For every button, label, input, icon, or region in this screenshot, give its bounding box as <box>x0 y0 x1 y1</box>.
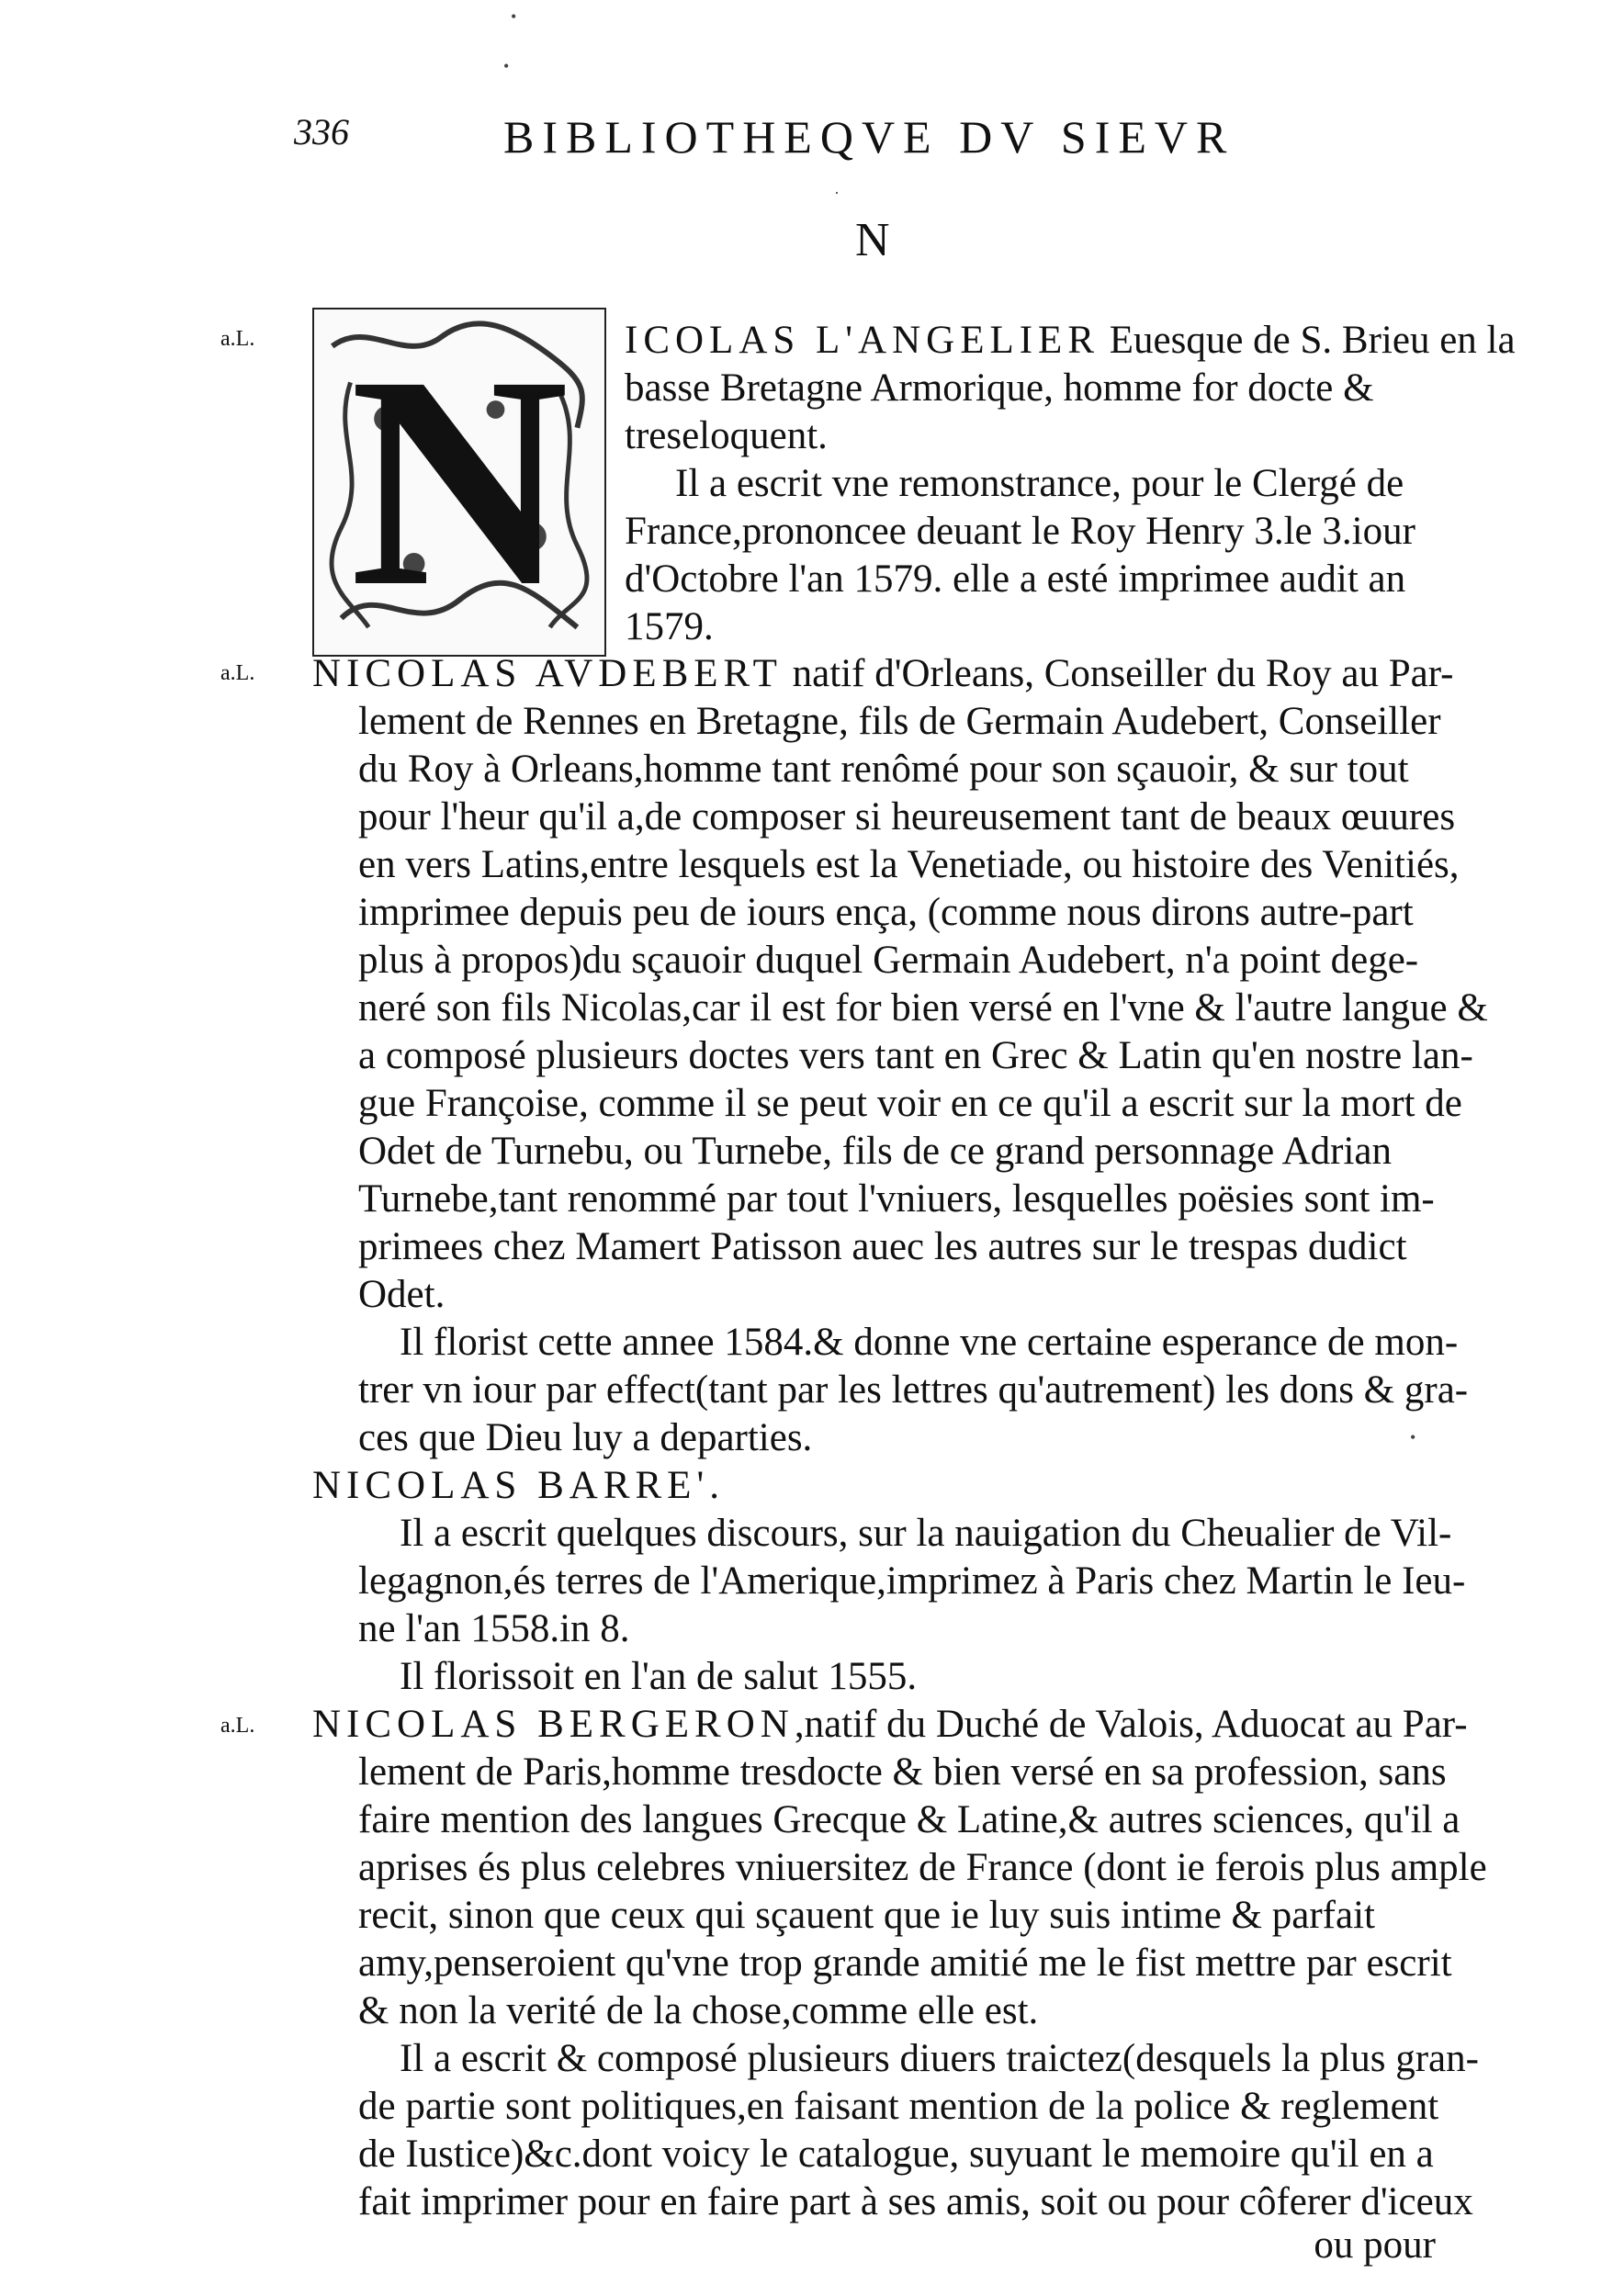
entry-audebert-line: en vers Latins,entre lesquels est la Venetiade, ou histoire des Venitiés, <box>358 843 1460 886</box>
entry-bergeron-line: recit, sinon que ceux qui sçauent que ie luy suis intime & parfait <box>358 1894 1375 1937</box>
scan-speck: • <box>503 57 510 75</box>
entry-audebert-line: lement de Rennes en Bretagne, fils de Germain Audebert, Conseiller <box>358 700 1441 743</box>
entry-barre-line: legagnon,és terres de l'Amerique,imprimez à Paris chez Martin le Ieu- <box>358 1559 1466 1603</box>
entry-audebert-line: ces que Dieu luy a departies. <box>358 1416 813 1459</box>
entry-audebert-line: imprimee depuis peu de iours ença, (comme nous dirons autre-part <box>358 891 1414 934</box>
drop-cap-letter: N <box>349 314 570 649</box>
entry-bergeron-line: aprises és plus celebres vniuersitez de France (dont ie ferois plus ample <box>358 1846 1487 1889</box>
entry-audebert-line: trer vn iour par effect(tant par les lettres qu'autrement) les dons & gra- <box>358 1368 1469 1412</box>
entry-audebert-line: Odet de Turnebu, ou Turnebe, fils de ce grand personnage Adrian <box>358 1130 1392 1173</box>
entry-langelier-line: France,prononcee deuant le Roy Henry 3.le 3.iour <box>625 510 1415 553</box>
section-letter: N <box>855 214 890 266</box>
entry-langelier-line: 1579. <box>625 605 714 648</box>
entry-bergeron-line: NICOLAS BERGERON,natif du Duché de Valois, Aduocat au Par- <box>312 1703 1468 1746</box>
margin-marker: a.L. <box>220 1714 255 1738</box>
entry-audebert-line: primees chez Mamert Patisson auec les autres sur le trespas dudict <box>358 1225 1407 1268</box>
entry-barre-line: Il a escrit quelques discours, sur la nauigation du Cheualier de Vil- <box>400 1512 1452 1555</box>
entry-bergeron-line: de partie sont politiques,en faisant mention de la police & reglement <box>358 2085 1439 2128</box>
author-name: ICOLAS L'ANGELIER <box>625 319 1100 362</box>
entry-bergeron-line: de Iustice)&c.dont voicy le catalogue, suyuant le memoire qu'il en a <box>358 2133 1434 2176</box>
entry-audebert-line: plus à propos)du sçauoir duquel Germain Audebert, n'a point dege- <box>358 939 1419 982</box>
entry-audebert-line: Turnebe,tant renommé par tout l'vniuers, lesquelles poësies sont im- <box>358 1177 1435 1221</box>
entry-langelier-line: basse Bretagne Armorique, homme for docte & <box>625 366 1374 410</box>
entry-barre-line: Il florissoit en l'an de salut 1555. <box>400 1655 918 1698</box>
author-name: NICOLAS AVDEBERT <box>312 652 783 695</box>
entry-barre-line: ne l'an 1558.in 8. <box>358 1607 630 1650</box>
entry-audebert-line: Odet. <box>358 1273 445 1316</box>
scan-speck: • <box>511 7 517 26</box>
entry-langelier-line: Il a escrit vne remonstrance, pour le Clergé de <box>675 462 1404 505</box>
entry-langelier-line: d'Octobre l'an 1579. elle a esté imprimee audit an <box>625 557 1406 601</box>
margin-marker: a.L. <box>220 661 255 685</box>
entry-bergeron-line: lement de Paris,homme tresdocte & bien versé en sa profession, sans <box>358 1750 1447 1794</box>
page-number: 336 <box>294 111 349 152</box>
entry-audebert-line: a composé plusieurs doctes vers tant en Grec & Latin qu'en nostre lan- <box>358 1034 1473 1077</box>
entry-audebert-line: du Roy à Orleans,homme tant renômé pour son sçauoir, & sur tout <box>358 748 1409 791</box>
entry-bergeron-line: & non la verité de la chose,comme elle est. <box>358 1989 1039 2032</box>
scan-speck: · <box>834 184 840 202</box>
running-head: BIBLIOTHEQVE DV SIEVR <box>503 111 1235 163</box>
catchword: ou pour <box>1314 2223 1436 2267</box>
entry-bergeron-line: faire mention des langues Grecque & Latine,& autres sciences, qu'il a <box>358 1798 1460 1841</box>
entry-audebert-line: neré son fils Nicolas,car il est for bien versé en l'vne & l'autre langue & <box>358 986 1488 1030</box>
author-name: NICOLAS BARRE'. <box>312 1464 725 1507</box>
scan-speck: • <box>1410 1428 1416 1446</box>
entry-langelier-line: ICOLAS L'ANGELIER Euesque de S. Brieu en la <box>625 319 1516 362</box>
entry-bergeron-line: fait imprimer pour en faire part à ses amis, soit ou pour côferer d'iceux <box>358 2180 1473 2223</box>
entry-audebert-line: gue Françoise, comme il se peut voir en ce qu'il a escrit sur la mort de <box>358 1082 1462 1125</box>
author-name: NICOLAS BERGERON <box>312 1703 795 1746</box>
entry-langelier-line: treseloquent. <box>625 414 828 457</box>
entry-barre-line <box>0 1462 1624 1510</box>
entry-audebert-line: Il florist cette annee 1584.& donne vne certaine esperance de mon- <box>400 1321 1459 1364</box>
entry-bergeron-line: amy,penseroient qu'vne trop grande amitié me le fist mettre par escrit <box>358 1941 1452 1985</box>
entry-bergeron-line: Il a escrit & composé plusieurs diuers traictez(desquels la plus gran- <box>400 2037 1479 2080</box>
entry-audebert-line: pour l'heur qu'il a,de composer si heureusement tant de beaux œuures <box>358 795 1456 838</box>
entry-audebert-line: NICOLAS AVDEBERT natif d'Orleans, Conseiller du Roy au Par- <box>312 652 1454 695</box>
margin-marker: a.L. <box>220 327 255 351</box>
